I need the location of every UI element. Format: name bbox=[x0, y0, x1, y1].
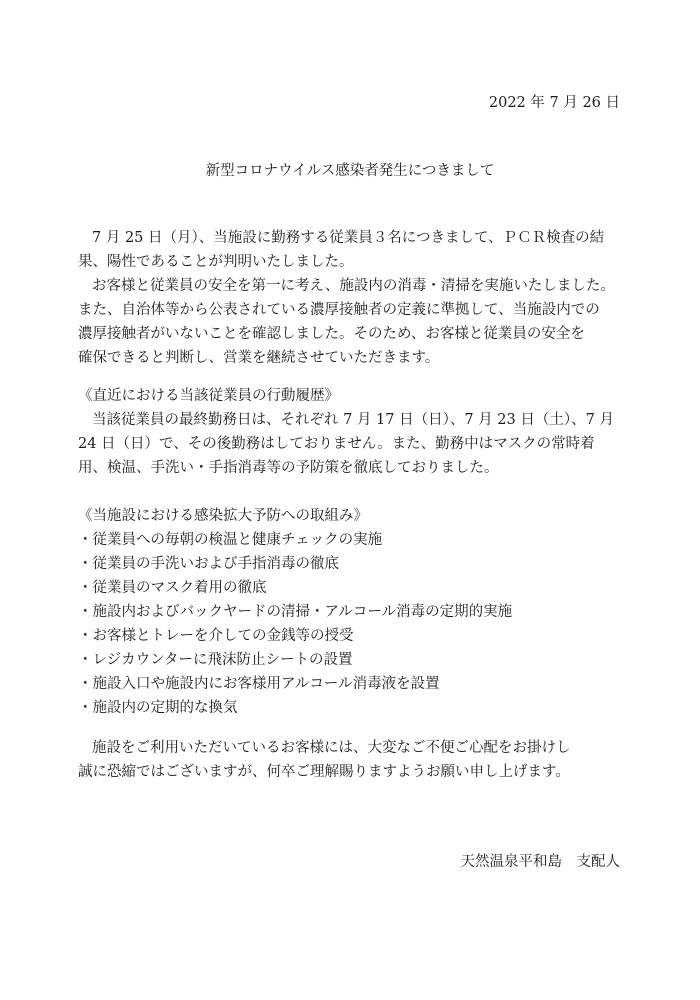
intro-line: 果、陽性であることが判明いたしました。 bbox=[78, 254, 354, 270]
intro-line: 濃厚接触者がいないことを確認しました。そのため、お客様と従業員の安全を bbox=[78, 326, 585, 342]
list-item: ・レジカウンターに飛沫防止シートの設置 bbox=[78, 652, 353, 668]
intro-line: また、自治体等から公表されている濃厚接触者の定義に準拠して、当施設内での bbox=[78, 302, 600, 318]
history-section bbox=[78, 384, 626, 480]
closing-line: 誠に恐縮ではございますが、何卒ご理解賜りますようお願い申し上げます。 bbox=[78, 764, 570, 780]
history-line: 24 日（日）で、その後勤務はしておりません。また、勤務中はマスクの常時着 bbox=[78, 436, 595, 452]
list-item: ・従業員の手洗いおよび手指消毒の徹底 bbox=[78, 556, 339, 572]
history-heading: 《直近における当該従業員の行動履歴》 bbox=[78, 388, 339, 404]
signature: 天然温泉平和島 支配人 bbox=[460, 854, 620, 870]
list-item: ・お客様とトレーを介しての金銭等の授受 bbox=[78, 628, 354, 644]
document-title: 新型コロナウイルス感染者発生につきまして bbox=[205, 163, 495, 179]
history-line: 当該従業員の最終勤務日は、それぞれ 7 月 17 日（日）、7 月 23 日（土）、7 月 bbox=[92, 412, 614, 428]
closing-line: 施設をご利用いただいているお客様には、大変なご不便ご心配をお掛けし bbox=[92, 740, 571, 756]
list-item: ・施設内およびバックヤードの清掃・アルコール消毒の定期的実施 bbox=[78, 604, 513, 620]
intro-line: お客様と従業員の安全を第一に考え、施設内の消毒・清掃を実施いたしました。 bbox=[92, 278, 615, 294]
document-date: 2022 年 7 月 26 日 bbox=[488, 95, 620, 111]
history-line: 用、検温、手洗い・手指消毒等の予防策を徹底しておりました。 bbox=[78, 460, 499, 476]
list-item: ・従業員のマスク着用の徹底 bbox=[78, 580, 267, 596]
intro-line: 7 月 25 日（月）、当施設に勤務する従業員３名につきまして、ＰＣＲ検査の結 bbox=[92, 230, 605, 246]
measures-section bbox=[78, 504, 626, 720]
intro-line: 確保できると判断し、営業を継続させていただきます。 bbox=[78, 350, 440, 366]
intro-paragraph bbox=[78, 226, 626, 370]
list-item: ・従業員への毎朝の検温と健康チェックの実施 bbox=[78, 532, 383, 548]
closing-paragraph bbox=[78, 736, 626, 784]
list-item: ・施設入口や施設内にお客様用アルコール消毒液を設置 bbox=[78, 676, 440, 692]
list-item: ・施設内の定期的な換気 bbox=[78, 700, 238, 716]
measures-heading: 《当施設における感染拡大予防への取組み》 bbox=[78, 508, 368, 524]
